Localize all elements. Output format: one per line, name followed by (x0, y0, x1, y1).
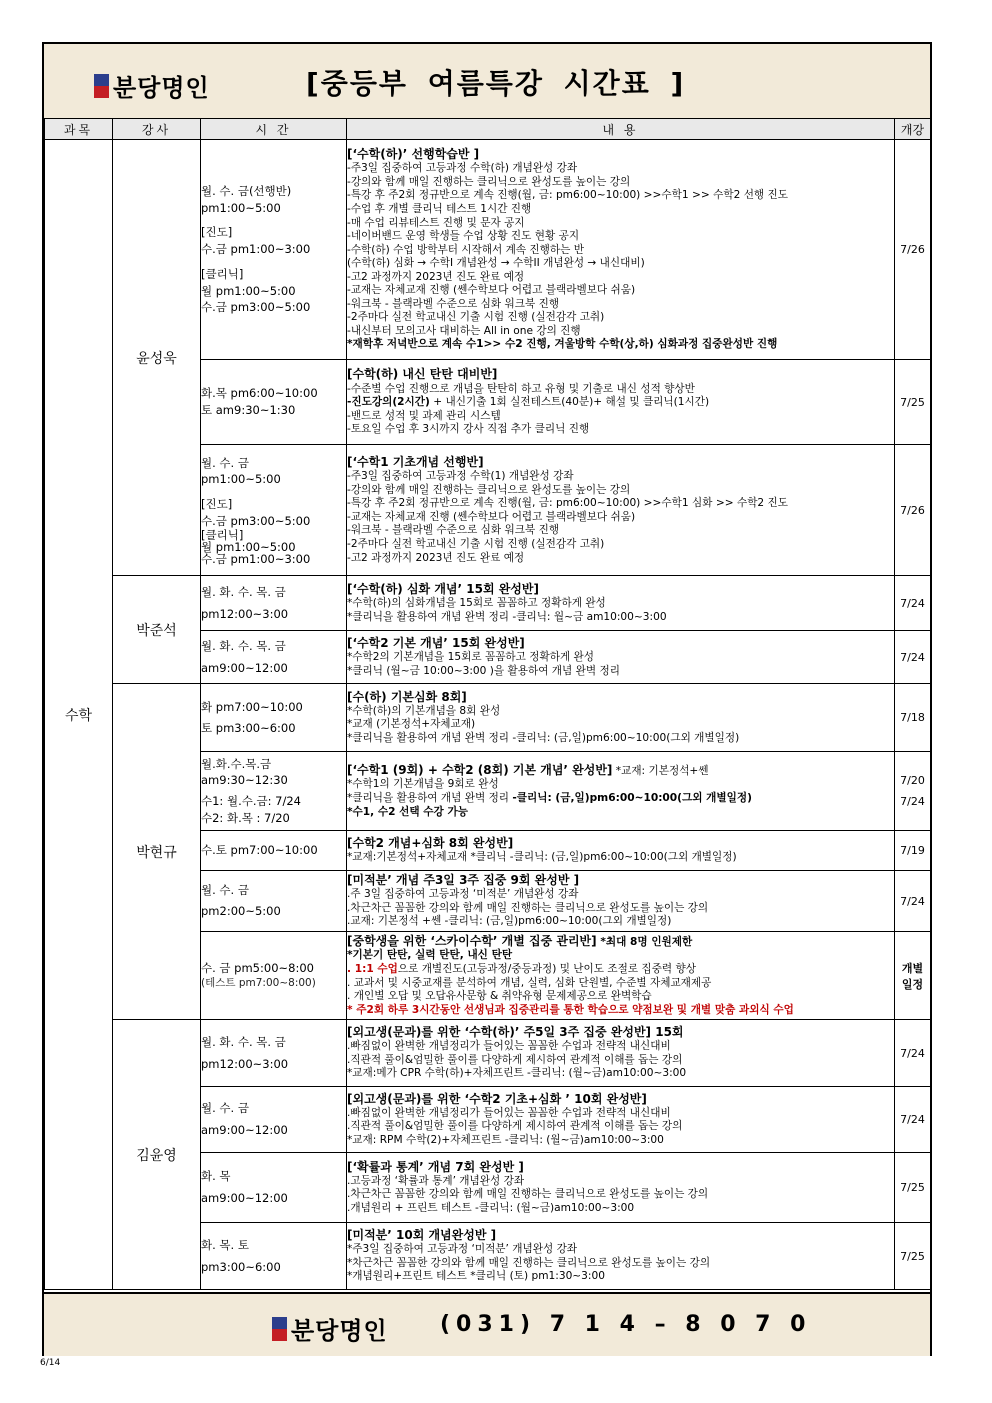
timetable-sheet (42, 42, 932, 1356)
page-title: [중등부 여름특강 시간표 ] (306, 67, 686, 100)
time-cell: 수.토 pm7:00~10:00 (201, 831, 347, 871)
open-date: 7/24 (895, 871, 931, 932)
content-cell: [수(하) 기본심화 8회] *수학(하)의 기본개념을 8회 완성 *교재 (기본정석+자체교재) *클리닉을 활용하여 개념 완벽 정리 -클리닉: (금,일)pm6:00~10:00(그외 개별일정) (347, 684, 895, 752)
phone-number: (031) 7 1 4 – 8 0 7 0 (440, 1312, 812, 1337)
content-cell: [중학생을 위한 ‘스카이수학’ 개별 집중 관리반] *최대 8명 인원제한 *기본기 탄탄, 실력 탄탄, 내신 탄탄 . 1:1 수업으로 개별진도(고등과정/중등과정) 및 난이도 조절로 집중력 향상 . 교과서 및 시중교재를 분석하여 개념, 실력, 심화 단원별, 수준별 자체교재제공 . 개인별 오답 및 오답유사문항 & 취약유형 문제제공으로 완벽학습 * 주2회 하루 3시간동안 선생님과 집중관리를 통한 학습으로 약점보완 및 개별 맞춤 과외식 수업 (347, 932, 895, 1020)
content-cell: [‘수학2 기본 개념’ 15회 완성반] *수학2의 기본개념을 15회로 꼼꼼하고 정확하게 완성 *클리닉 (월~금 10:00~3:00 )을 활용하여 개념 완벽 정리 (347, 631, 895, 684)
col-open: 개강 (895, 119, 931, 140)
time-cell: 월. 수. 금 am9:00~12:00 (201, 1087, 347, 1153)
course-title: [미적분’ 개념 주3일 3주 집중 9회 완성반 ] (347, 873, 580, 887)
course-title: [중학생을 위한 ‘스카이수학’ 개별 집중 관리반] (347, 933, 597, 948)
course-title: [‘수학1 (9회) + 수학2 (8회) 기본 개념’ 완성반] (347, 762, 613, 777)
open-date: 7/24 (895, 1087, 931, 1153)
header-logo (94, 68, 210, 103)
open-date: 7/25 (895, 360, 931, 445)
time-cell: 월. 화. 수. 목. 금 pm12:00~3:00 (201, 1020, 347, 1087)
content-cell: [외고생(문과)를 위한 ‘수학2 기초+심화 ’ 10회 완성반] .빠짐없이 완벽한 개념정리가 들어있는 꼼꼼한 수업과 전략적 내신대비 .직관적 풀이&엄밀한 풀이를 다양하게 제시하여 관계적 이해를 돕는 강의 *교재: RPM 수학(2)+자체프린트 -클리닉: (월~금)am10:00~3:00 (347, 1087, 895, 1153)
content-cell: [수학(하) 내신 탄탄 대비반] -수준별 수업 진행으로 개념을 탄탄히 하고 유형 및 기출로 내신 성적 향상반 -진도강의(2시간) + 내신기출 1회 실전테스트(40분)+ 해설 및 클리닉(1시간) -밴드로 성적 및 과제 관리 시스템 -토요일 수업 후 3시까지 강사 직접 추가 클리닉 진행 (347, 360, 895, 445)
page-number: 6/14 (40, 1358, 61, 1368)
schedule-table (44, 118, 931, 1290)
open-date: 7/25 (895, 1153, 931, 1223)
time-cell: 월.화.수.목.금 am9:30~12:30 수1: 월.수.금: 7/24 수2: 화.목 : 7/20 (201, 752, 347, 831)
teacher-cell: 김윤영 (113, 1020, 201, 1290)
course-title: [‘수학(하)’ 선행학습반 ] (347, 146, 480, 161)
subject-cell: 수학 (45, 140, 113, 1290)
open-date: 7/24 (895, 631, 931, 684)
course-title: [수(하) 기본심화 8회] (347, 689, 467, 704)
content-cell: [‘수학1 (9회) + 수학2 (8회) 기본 개념’ 완성반] *교재: 기본정석+쎈 *수학1의 기본개념을 9회로 완성 *클리닉을 활용하여 개념 완벽 정리 -클리닉: (금,일)pm6:00~10:00(그외 개별일정) *수1, 수2 선택 수강 가능 (347, 752, 895, 831)
content-cell: [외고생(문과)를 위한 ‘수학(하)’ 주5일 3주 집중 완성반] 15회 .빠짐없이 완벽한 개념정리가 들어있는 꼼꼼한 수업과 전략적 내신대비 .직관적 풀이&엄밀한 풀이를 다양하게 제시하여 관계적 이해를 돕는 강의 *교재:메가 CPR 수학(하)+자체프린트 -클리닉: (월~금)am10:00~3:00 (347, 1020, 895, 1087)
footer-logo (272, 1311, 388, 1346)
time-cell: 월. 화. 수. 목. 금 pm12:00~3:00 (201, 576, 347, 631)
open-date: 7/26 (895, 140, 931, 360)
table-row (45, 576, 931, 631)
content-cell: [미적분’ 10회 개념완성반 ] *주3일 집중하여 고등과정 ‘미적분’ 개념완성 강좌 *차근차근 꼼꼼한 강의와 함께 매일 진행하는 클리닉으로 완성도를 높이는 강의 *개념원리+프린트 테스트 *클리닉 (토) pm1:30~3:00 (347, 1223, 895, 1290)
col-time: 시 간 (201, 119, 347, 140)
course-title: [수학(하) 내신 탄탄 대비반] (347, 367, 498, 382)
course-title: [‘수학(하) 심화 개념’ 15회 완성반] (347, 581, 539, 596)
content-cell: [‘수학(하)’ 선행학습반 ] -주3일 집중하여 고등과정 수학(하) 개념완성 강좌 -강의와 함께 매일 진행하는 클리닉으로 완성도를 높이는 강의 -특강 후 주2회 정규반으로 계속 진행(월, 금: pm6:00~10:00) >>수학1 >> 수학2 선행 진도 -수업 후 개별 클리닉 테스트 1시간 진행 -매 수업 리뷰테스트 진행 및 문자 공지 -네이버밴드 운영 학생들 수업 상황 진도 현황 공지 -수학(하) 수업 방학부터 시작해서 계속 진행하는 반 (수학(하) 심화 → 수학I 개념완성 → 수학II 개념완성 → 내신대비) -고2 과정까지 2023년 진도 완료 예정 -교재는 자체교재 진행 (쎈수학보다 어렵고 블랙라벨보다 쉬움) -워크북 - 블랙라벨 수준으로 심화 워크북 진행 -2주마다 실전 학교내신 기출 시험 진행 (실전감각 고취) -내신부터 모의고사 대비하는 All in one 강의 진행 *재학후 저녁반으로 계속 수1>> 수2 진행, 겨울방학 수학(상,하) 심화과정 집중완성반 진행 (347, 140, 895, 360)
header-band (44, 44, 930, 120)
table-row (45, 1020, 931, 1087)
footer-band (44, 1292, 930, 1356)
open-date: 7/26 (895, 445, 931, 576)
time-cell: 월. 화. 수. 목. 금 am9:00~12:00 (201, 631, 347, 684)
teacher-cell: 박현규 (113, 684, 201, 1020)
course-title: [‘수학1 기초개념 선행반] (347, 454, 484, 469)
time-cell: 화 pm7:00~10:00 토 pm3:00~6:00 (201, 684, 347, 752)
time-cell: 화. 목 am9:00~12:00 (201, 1153, 347, 1223)
content-cell: [‘수학1 기초개념 선행반] -주3일 집중하여 고등과정 수학(1) 개념완성 강좌 -강의와 함께 매일 진행하는 클리닉으로 완성도를 높이는 강의 -특강 후 주2회 정규반으로 계속 진행(월, 금: pm6:00~10:00) >>수학1 심화 >> 수학2 진도 -교재는 자체교재 진행 (쎈수학보다 어렵고 블랙라벨보다 쉬움) -워크북 - 블랙라벨 수준으로 심화 워크북 진행 -2주마다 실전 학교내신 기출 시험 진행 (실전감각 고취) -고2 과정까지 2023년 진도 완료 예정 (347, 445, 895, 576)
open-date: 7/18 (895, 684, 931, 752)
time-cell: 화.목 pm6:00~10:00 토 am9:30~1:30 (201, 360, 347, 445)
course-title: [외고생(문과)를 위한 ‘수학(하)’ 주5일 3주 집중 완성반] 15회 (347, 1025, 684, 1039)
time-cell: 수. 금 pm5:00~8:00 (테스트 pm7:00~8:00) (201, 932, 347, 1020)
col-teacher: 강사 (113, 119, 201, 140)
course-title: [‘확률과 통계’ 개념 7회 완성반 ] (347, 1159, 524, 1174)
logo-mark-icon (272, 1317, 287, 1341)
teacher-cell: 박준석 (113, 576, 201, 684)
open-date: 7/20 7/24 (895, 752, 931, 831)
open-date: 7/19 (895, 831, 931, 871)
col-content: 내 용 (347, 119, 895, 140)
table-row (45, 140, 931, 360)
open-date: 개별 일정 (895, 932, 931, 1020)
table-row (45, 684, 931, 752)
teacher-cell: 윤성욱 (113, 140, 201, 576)
open-date: 7/24 (895, 576, 931, 631)
course-title: [미적분’ 10회 개념완성반 ] (347, 1228, 497, 1242)
content-cell: [‘수학(하) 심화 개념’ 15회 완성반] *수학(하)의 심화개념을 15회로 꼼꼼하고 정확하게 완성 *클리닉을 활용하여 개념 완벽 정리 -클리닉: 월~금 am10:00~3:00 (347, 576, 895, 631)
content-cell: [수학2 개념+심화 8회 완성반] *교재:기본정석+자체교재 *클리닉 -클리닉: (금,일)pm6:00~10:00(그외 개별일정) (347, 831, 895, 871)
content-cell: [‘확률과 통계’ 개념 7회 완성반 ] .고등과정 ‘확률과 통계’ 개념완성 강좌 .차근차근 꼼꼼한 강의와 함께 매일 진행하는 클리닉으로 완성도를 높이는 강의 .개념원리 + 프린트 테스트 -클리닉: (월~금)am10:00~3:00 (347, 1153, 895, 1223)
content-cell: [미적분’ 개념 주3일 3주 집중 9회 완성반 ] .주 3일 집중하여 고등과정 ‘미적분’ 개념완성 강좌 .차근차근 꼼꼼한 강의와 함께 매일 진행하는 클리닉으로 완성도를 높이는 강의 .교재: 기본정석 +쎈 -클리닉: (금,일)pm6:00~10:00(그외 개별일정) (347, 871, 895, 932)
course-title: [외고생(문과)를 위한 ‘수학2 기초+심화 ’ 10회 완성반] (347, 1091, 647, 1106)
open-date: 7/25 (895, 1223, 931, 1290)
open-date: 7/24 (895, 1020, 931, 1087)
logo-mark-icon (94, 74, 109, 98)
footer-logo-text: 분당명인 (291, 1317, 388, 1345)
course-title: [‘수학2 기본 개념’ 15회 완성반] (347, 635, 525, 650)
time-cell: 화. 목. 토 pm3:00~6:00 (201, 1223, 347, 1290)
time-cell: 월. 수. 금 pm2:00~5:00 (201, 871, 347, 932)
time-cell: 월. 수. 금 pm1:00~5:00 [진도] 수.금 pm3:00~5:00 [클리닉] 월 pm1:00~5:00 수.금 pm1:00~3:00 (201, 445, 347, 576)
table-header-row (45, 119, 931, 140)
time-cell: 월. 수. 금(선행반) pm1:00~5:00 [진도] 수.금 pm1:00~3:00 [클리닉] 월 pm1:00~5:00 수.금 pm3:00~5:00 (201, 140, 347, 360)
course-title: [수학2 개념+심화 8회 완성반] (347, 836, 514, 851)
col-subject: 과목 (45, 119, 113, 140)
header-logo-text: 분당명인 (113, 74, 210, 102)
